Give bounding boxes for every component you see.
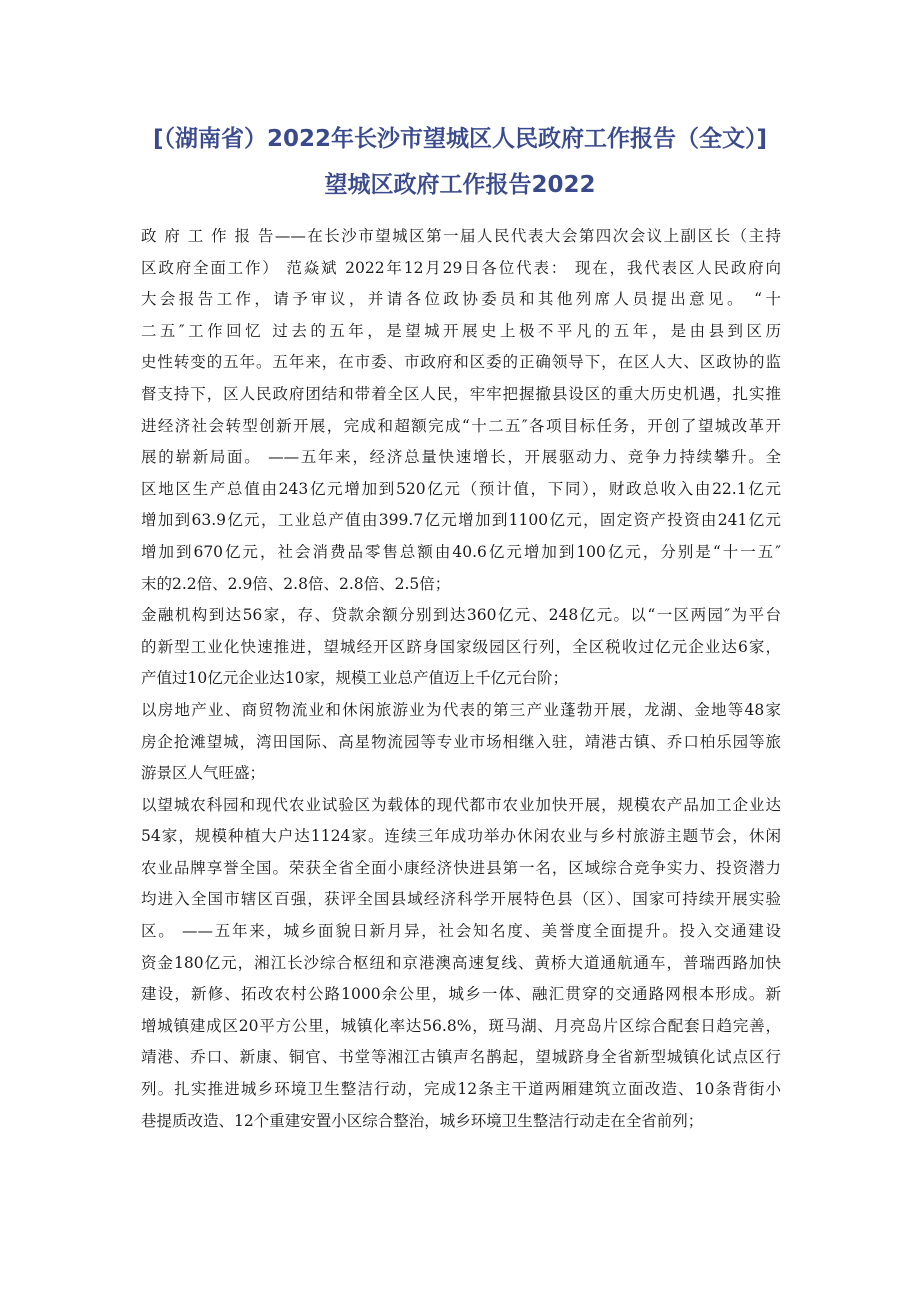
body-line: 大会报告工作，请予审议，并请各位政协委员和其他列席人员提出意见。 “十: [141, 290, 781, 309]
body-line: 以房地产业、商贸物流业和休闲旅游业为代表的第三产业蓬勃开展，龙湖、金地等48家: [141, 700, 781, 719]
body-line: 区地区生产总值由243亿元增加到520亿元（预计值，下同），财政总收入由22.1亿元: [141, 479, 781, 498]
body-line: 以望城农科园和现代农业试验区为载体的现代都市农业加快开展，规模农产品加工企业达: [141, 795, 781, 814]
body-line: 资金180亿元，湘江长沙综合枢纽和京港澳高速复线、黄桥大道通航通车，普瑞西路加快: [141, 953, 781, 972]
body-line: 均进入全国市辖区百强，获评全国县域经济科学开展特色县（区）、国家可持续开展实验: [141, 890, 781, 909]
body-line: 末的2.2倍、2.9倍、2.8倍、2.8倍、2.5倍；: [141, 574, 451, 593]
body-line: 巷提质改造、12个重建安置小区综合整治，城乡环境卫生整洁行动走在全省前列；: [141, 1111, 704, 1130]
document-title-line-1: [（湖南省）2022年长沙市望城区人民政府工作报告（全文）]: [152, 126, 768, 152]
document-body: [141, 221, 781, 1137]
body-line: 54家，规模种植大户达1124家。连续三年成功举办休闲农业与乡村旅游主题节会，休闲: [141, 827, 781, 846]
body-line: 史性转变的五年。五年来，在市委、市政府和区委的正确领导下，在区人大、区政协的监: [141, 353, 781, 372]
body-line: 增城镇建成区20平方公里，城镇化率达56.8%，斑马湖、月亮岛片区综合配套日趋完善，: [141, 1016, 781, 1035]
body-line: 督支持下，区人民政府团结和带着全区人民，牢牢把握撤县设区的重大历史机遇，扎实推: [141, 384, 781, 403]
body-line: 农业品牌享誉全国。荣获全省全面小康经济快进县第一名，区域综合竞争实力、投资潜力: [141, 858, 781, 877]
body-line: 增加到63.9亿元，工业总产值由399.7亿元增加到1100亿元，固定资产投资由241亿元: [141, 511, 781, 530]
document-title-line-2: 望城区政府工作报告2022: [324, 172, 596, 198]
body-line: 金融机构到达56家，存、贷款余额分别到达360亿元、248亿元。以“一区两园″为平台: [141, 606, 781, 625]
body-line: 展的崭新局面。 ——五年来，经济总量快速增长，开展驱动力、竞争力持续攀升。全: [141, 448, 781, 467]
body-line: 产值过10亿元企业达10家，规模工业总产值迈上千亿元台阶；: [141, 669, 568, 688]
body-line: 游景区人气旺盛；: [141, 764, 266, 783]
body-line: 进经济社会转型创新开展，完成和超额完成“十二五″各项目标任务，开创了望城改革开: [141, 416, 781, 435]
body-line: 区政府全面工作） 范焱斌 2022年12月29日各位代表： 现在，我代表区人民政府向: [141, 258, 781, 277]
body-line: 房企抢滩望城，湾田国际、高星物流园等专业市场相继入驻，靖港古镇、乔口柏乐园等旅: [141, 732, 781, 751]
body-line: 二五″工作回忆 过去的五年，是望城开展史上极不平凡的五年，是由县到区历: [141, 321, 781, 340]
body-line: 区。 ——五年来，城乡面貌日新月异，社会知名度、美誉度全面提升。投入交通建设: [141, 922, 781, 941]
body-line: 靖港、乔口、新康、铜官、书堂等湘江古镇声名鹊起，望城跻身全省新型城镇化试点区行: [141, 1048, 781, 1067]
body-line: 列。扎实推进城乡环境卫生整洁行动，完成12条主干道两厢建筑立面改造、10条背街小: [141, 1080, 781, 1099]
body-line: 增加到670亿元，社会消费品零售总额由40.6亿元增加到100亿元，分别是“十一五″: [141, 542, 781, 561]
body-line: 的新型工业化快速推进，望城经开区跻身国家级园区行列，全区税收过亿元企业达6家，: [141, 637, 781, 656]
body-line: 建设，新修、拓改农村公路1000余公里，城乡一体、融汇贯穿的交通路网根本形成。新: [141, 985, 781, 1004]
body-line: 政 府 工 作 报 告——在长沙市望城区第一届人民代表大会第四次会议上副区长（主持: [141, 227, 781, 245]
